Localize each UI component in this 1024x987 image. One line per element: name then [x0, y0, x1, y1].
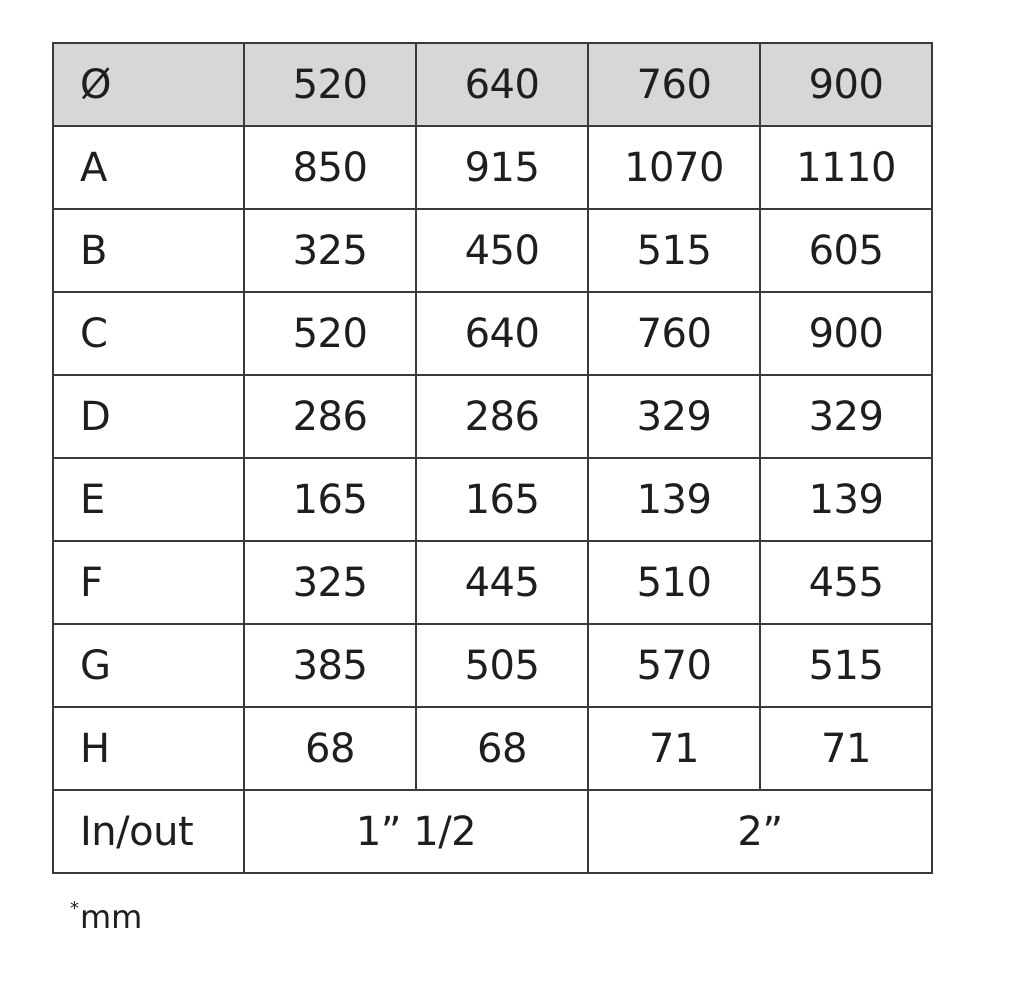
table-row-c — [53, 292, 932, 375]
table-cell: 570 — [588, 624, 760, 707]
table-cell: 1110 — [760, 126, 932, 209]
table-cell: 385 — [244, 624, 416, 707]
table-cell: 286 — [416, 375, 588, 458]
column-header-760: 760 — [588, 43, 760, 126]
column-header-640: 640 — [416, 43, 588, 126]
table-row-inout — [53, 790, 932, 873]
table-cell: 139 — [760, 458, 932, 541]
column-header-520: 520 — [244, 43, 416, 126]
table-cell: 510 — [588, 541, 760, 624]
row-label: In/out — [53, 790, 244, 873]
table-row-f — [53, 541, 932, 624]
table-cell: 515 — [760, 624, 932, 707]
table-cell: 455 — [760, 541, 932, 624]
inout-size-small: 1” 1/2 — [244, 790, 588, 873]
row-label: A — [53, 126, 244, 209]
table-cell: 329 — [760, 375, 932, 458]
table-cell: 286 — [244, 375, 416, 458]
table-cell: 900 — [760, 292, 932, 375]
table-cell: 325 — [244, 209, 416, 292]
table-cell: 915 — [416, 126, 588, 209]
table-cell: 139 — [588, 458, 760, 541]
table-row-d — [53, 375, 932, 458]
table-cell: 760 — [588, 292, 760, 375]
diameter-symbol-header: Ø — [53, 43, 244, 126]
table-cell: 71 — [588, 707, 760, 790]
row-label: C — [53, 292, 244, 375]
row-label: D — [53, 375, 244, 458]
table-cell: 329 — [588, 375, 760, 458]
footnote-marker: * — [70, 898, 79, 919]
header-row — [53, 43, 932, 126]
table-cell: 71 — [760, 707, 932, 790]
table-cell: 520 — [244, 292, 416, 375]
table-cell: 165 — [416, 458, 588, 541]
dimensions-table — [52, 42, 933, 874]
unit-footnote — [70, 898, 142, 936]
row-label: F — [53, 541, 244, 624]
column-header-900: 900 — [760, 43, 932, 126]
table-cell: 515 — [588, 209, 760, 292]
table-cell: 640 — [416, 292, 588, 375]
table-row-g — [53, 624, 932, 707]
footnote-text: mm — [80, 898, 143, 936]
table-cell: 68 — [416, 707, 588, 790]
table-cell: 68 — [244, 707, 416, 790]
table-row-e — [53, 458, 932, 541]
table-row-h — [53, 707, 932, 790]
table-cell: 850 — [244, 126, 416, 209]
row-label: G — [53, 624, 244, 707]
row-label: B — [53, 209, 244, 292]
table-row-b — [53, 209, 932, 292]
row-label: E — [53, 458, 244, 541]
table-cell: 165 — [244, 458, 416, 541]
inout-size-large: 2” — [588, 790, 932, 873]
table-cell: 605 — [760, 209, 932, 292]
table-cell: 505 — [416, 624, 588, 707]
row-label: H — [53, 707, 244, 790]
table-cell: 445 — [416, 541, 588, 624]
table-cell: 450 — [416, 209, 588, 292]
table-row-a — [53, 126, 932, 209]
table-cell: 1070 — [588, 126, 760, 209]
table-cell: 325 — [244, 541, 416, 624]
